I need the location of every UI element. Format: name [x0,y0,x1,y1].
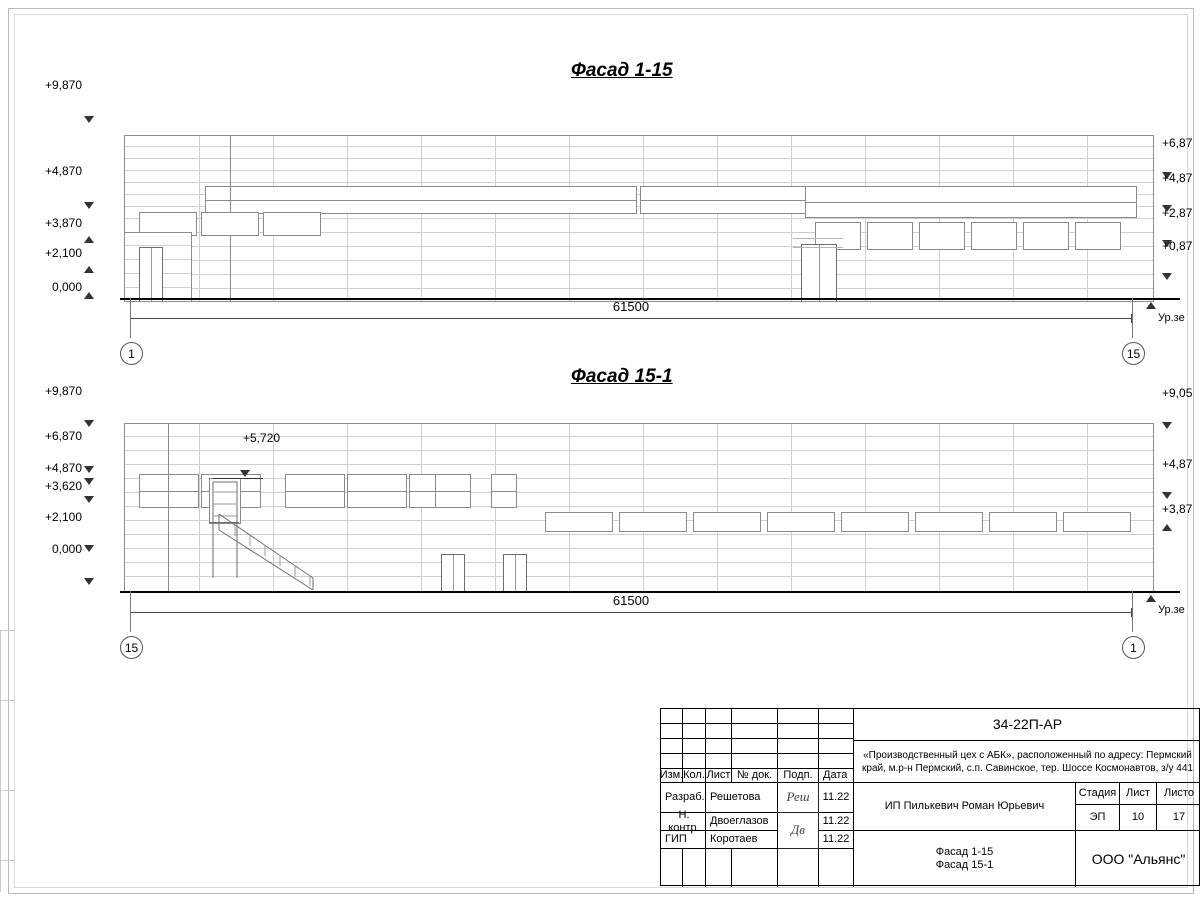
facade-1-ground-note: Ур.зе [1158,312,1185,324]
sheet-header: Лист [1120,783,1157,805]
rev-cell [732,739,778,754]
rev-cell [706,709,732,724]
row-date: 11.22 [819,831,854,849]
stage-header: Стадия [1076,783,1120,805]
role-name: Решетова [706,783,778,813]
rev-cell [732,754,778,769]
rev-cell [683,849,706,887]
margin-stub [0,860,14,862]
rev-cell [732,709,778,724]
facade-2-ground-line [120,591,1180,593]
facade-2-title: Фасад 15-1 [571,366,673,387]
rev-cell [706,724,732,739]
sheet-title-2: Фасад 15-1 [935,859,994,871]
margin-stub [0,790,14,792]
rev-cell [661,724,683,739]
margin-stub [0,700,14,702]
axis-bubble: 1 [120,342,143,365]
role-label: Н. контр. [661,813,706,831]
row-date: 11.22 [819,783,854,813]
rev-cell [661,849,683,887]
rev-cell [732,849,778,887]
rev-header: Дата [819,769,854,783]
rev-cell [778,849,819,887]
role-label: Разраб. [661,783,706,813]
signature: Дв [778,813,819,849]
axis-bubble: 1 [1122,636,1145,659]
rev-header: № док. [732,769,778,783]
customer: ИП Пилькевич Роман Юрьевич [854,783,1076,831]
axis-bubble: 15 [1122,342,1145,365]
margin-line [0,630,1,892]
title-block [660,708,1200,886]
role-label: ГИП [661,831,706,849]
rev-cell [778,724,819,739]
row-date: 11.22 [819,813,854,831]
rev-cell [706,849,732,887]
drawing-sheet: Фасад 1-15 Ур.зе +9,870 +4,870 +3,870 +2,100 0,000 +6,87 +4,87 +2,87 +0,87 61500 1 15 Фасад 15-1 +5,720 Ур.зе +9,870 +6,870 +4,870 +3,620 +2,100 0,000 +9,05 +4,87 +3,87 61500 15 1 Изм. Кол. Лист № док. Подп. Дата Разраб. Решетова Реш 11.22 Н. контр. Двоеглазов Дв 11.22 ГИП Коротаев 11.22 34-22П-АР «Производственный цех с АБК», расположенный по адресу: Пермский край, м.р-н Пермский, с.п. Савинское, тер. Шоссе Космонавтов, з/у 441 ИП Пилькевич Роман Юрьевич Фасад 1-15 Фасад 15-1 Стадия Лист Листо ЭП 10 17 ООО "Альянс" [0,0,1200,900]
rev-cell [661,739,683,754]
facade-1-porch [124,232,192,302]
drawing-code: 34-22П-АР [854,709,1200,741]
company-name: ООО "Альянс" [1091,850,1186,867]
sheet-value: 10 [1120,805,1157,831]
rev-header: Кол. [683,769,705,782]
signature: Реш [778,783,819,813]
rev-cell [819,849,854,887]
rev-cell [819,724,854,739]
rev-header: Лист [706,769,731,782]
sheet-title-1: Фасад 1-15 [935,846,994,859]
facade-1-ground-line [120,298,1180,300]
axis-bubble: 15 [120,636,143,659]
rev-cell [683,724,706,739]
rev-cell [683,709,706,724]
rev-cell [683,754,706,769]
rev-cell [706,754,732,769]
sheets-header: Листо [1157,783,1200,805]
facade-1-body [124,135,1154,302]
role-name: Двоеглазов [706,813,778,831]
rev-cell [778,739,819,754]
rev-cell [661,709,683,724]
rev-cell [778,754,819,769]
rev-cell [819,739,854,754]
rev-header: Изм. [659,769,684,782]
rev-cell [819,754,854,769]
rev-cell [661,754,683,769]
rev-cell [819,709,854,724]
role-name: Коротаев [706,831,778,849]
rev-cell [732,724,778,739]
object-description: «Производственный цех с АБК», расположенный по адресу: Пермский край, м.р-н Пермский, с.п. Савинское, тер. Шоссе Космонавтов, з/у 441 [854,741,1200,783]
external-staircase [195,478,325,590]
margin-stub [0,630,14,632]
rev-cell [778,709,819,724]
sheets-value: 17 [1157,805,1200,831]
facade-2-ground-note: Ур.зе [1158,604,1185,616]
facade-1-title: Фасад 1-15 [571,60,673,81]
rev-cell [706,739,732,754]
rev-header: Подп. [778,769,819,783]
stage-value: ЭП [1076,805,1120,831]
sheet-titles [854,831,1076,887]
rev-cell [683,739,706,754]
